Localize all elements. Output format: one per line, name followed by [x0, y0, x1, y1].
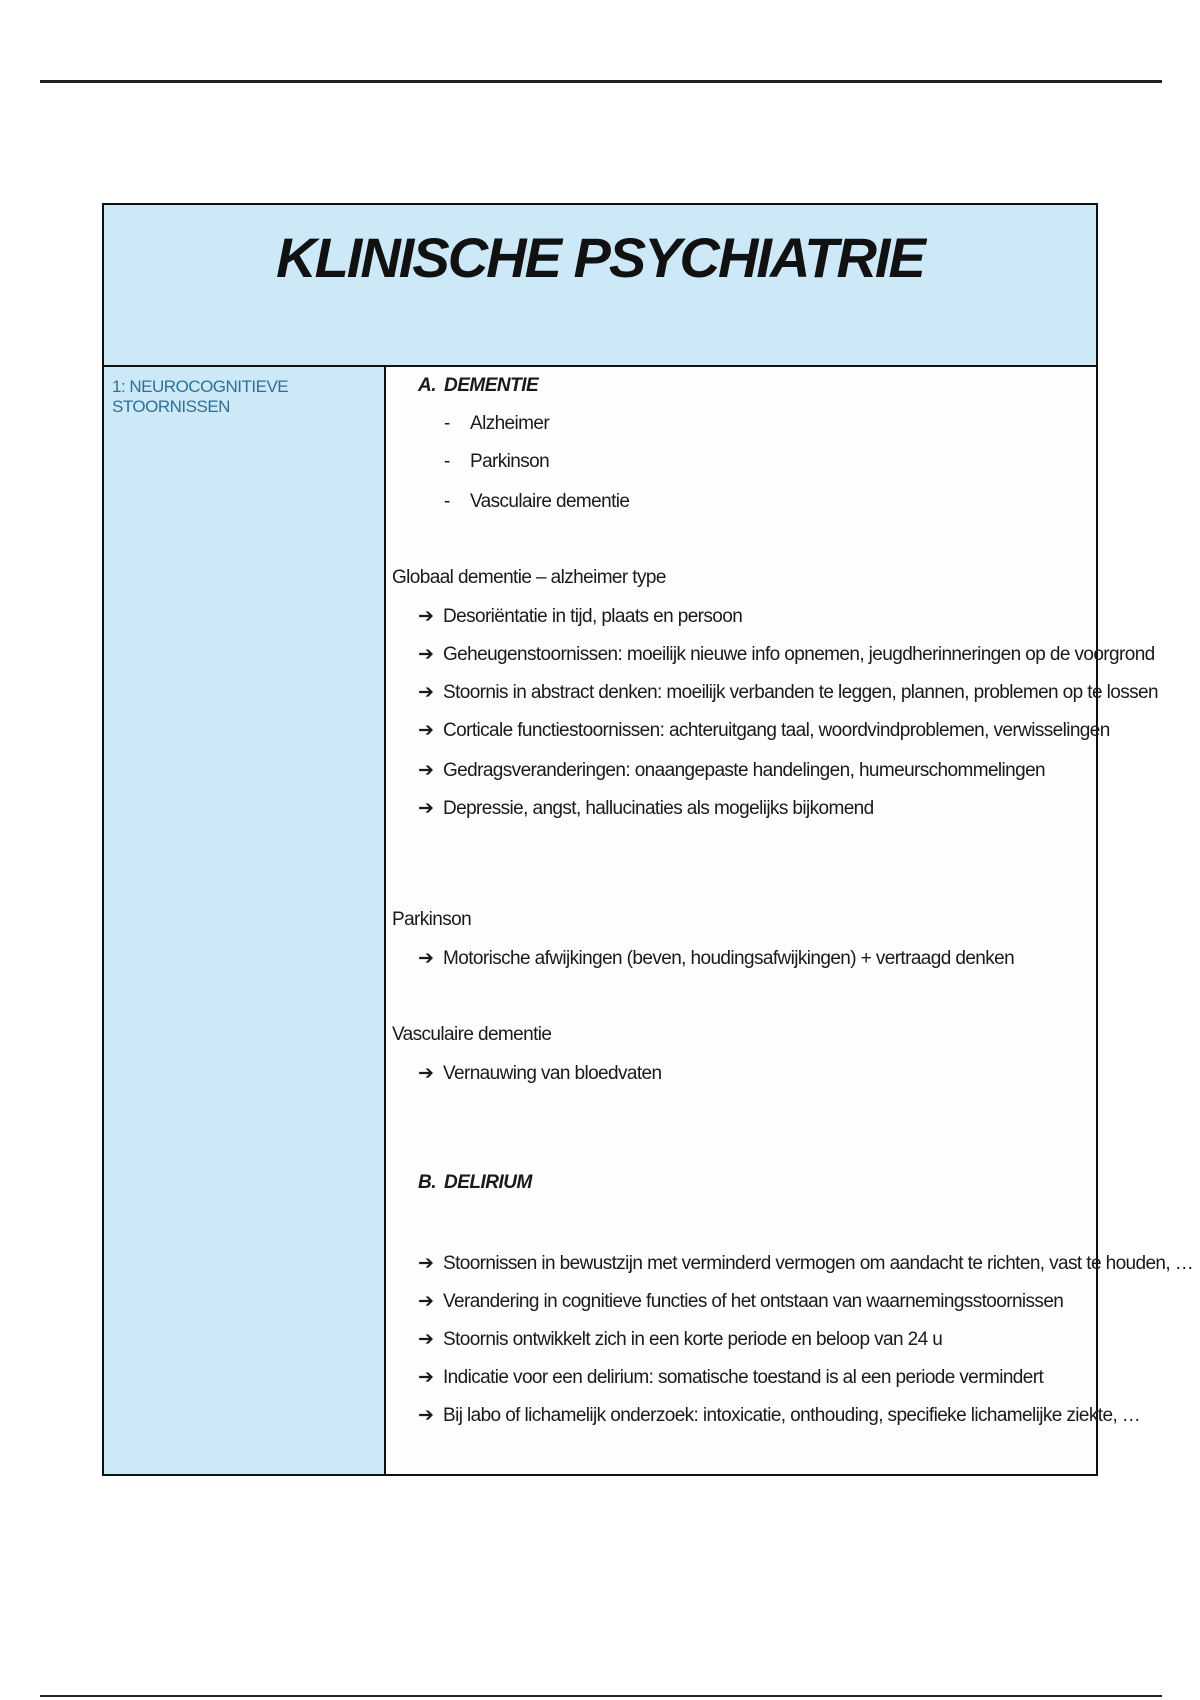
- list-item: - Parkinson: [444, 451, 550, 472]
- section-b-title: DELIRIUM: [444, 1172, 532, 1193]
- content-cell: [386, 367, 1194, 1474]
- arrow-right-icon: ➔: [418, 1063, 434, 1084]
- section-a-heading: [418, 375, 538, 397]
- alzheimer-heading: Globaal dementie – alzheimer type: [392, 567, 666, 588]
- arrow-right-icon: ➔: [418, 1253, 434, 1274]
- arrow-right-icon: ➔: [418, 644, 434, 665]
- arrow-right-icon: ➔: [418, 682, 434, 703]
- arrow-right-icon: ➔: [418, 606, 434, 627]
- arrow-right-icon: ➔: [418, 720, 434, 741]
- list-item: ➔ Stoornis in abstract denken: moeilijk verbanden te leggen, plannen, problemen op te lossen: [418, 682, 1158, 703]
- arrow-right-icon: ➔: [418, 760, 434, 781]
- parkinson-heading: Parkinson: [392, 909, 472, 930]
- list-item: ➔ Indicatie voor een delirium: somatische toestand is al een periode vermindert: [418, 1367, 1044, 1388]
- section-b-heading: [418, 1172, 532, 1194]
- arrow-right-icon: ➔: [418, 1291, 434, 1312]
- summary-table: [102, 203, 1194, 1476]
- page-title: KLINISCHE PSYCHIATRIE: [276, 226, 924, 289]
- dash-bullet: -: [444, 451, 450, 472]
- section-a-title: DEMENTIE: [444, 375, 539, 396]
- list-item: ➔ Desoriëntatie in tijd, plaats en persoon: [418, 606, 743, 627]
- header-rule: [40, 80, 1162, 83]
- list-item: - Vasculaire dementie: [444, 491, 630, 512]
- dash-bullet: -: [444, 491, 450, 512]
- list-item: ➔ Geheugenstoornissen: moeilijk nieuwe info opnemen, jeugdherinneringen op de voorgrond: [418, 644, 1155, 665]
- footer-rule: [40, 1695, 1162, 1697]
- list-item: ➔ Depressie, angst, hallucinaties als mogelijks bijkomend: [418, 798, 874, 819]
- list-item: ➔ Vernauwing van bloedvaten: [418, 1063, 662, 1084]
- arrow-right-icon: ➔: [418, 798, 434, 819]
- list-item: ➔ Bij labo of lichamelijk onderzoek: intoxicatie, onthouding, specifieke lichamelijke ziekte, …: [418, 1405, 1141, 1426]
- list-item: ➔ Stoornis ontwikkelt zich in een korte periode en beloop van 24 u: [418, 1329, 943, 1350]
- title-cell: [104, 205, 1096, 367]
- vasculair-heading: Vasculaire dementie: [392, 1024, 552, 1045]
- section-label-cell: [104, 367, 386, 1474]
- arrow-right-icon: ➔: [418, 1405, 434, 1426]
- section-a-letter: A.: [418, 375, 436, 396]
- list-item: ➔ Verandering in cognitieve functies of het ontstaan van waarnemingsstoornissen: [418, 1291, 1064, 1312]
- arrow-right-icon: ➔: [418, 1367, 434, 1388]
- section-label: 1: NEUROCOGNITIEVE STOORNISSEN: [112, 377, 289, 416]
- list-item: ➔ Corticale functiestoornissen: achteruitgang taal, woordvindproblemen, verwisselingen: [418, 720, 1110, 741]
- section-b-letter: B.: [418, 1172, 436, 1193]
- list-item: ➔ Stoornissen in bewustzijn met verminderd vermogen om aandacht te richten, vast te houden, …: [418, 1253, 1194, 1274]
- list-item: - Alzheimer: [444, 413, 550, 434]
- list-item: ➔ Motorische afwijkingen (beven, houdingsafwijkingen) + vertraagd denken: [418, 948, 1015, 969]
- dash-bullet: -: [444, 413, 450, 434]
- list-item: ➔ Gedragsveranderingen: onaangepaste handelingen, humeurschommelingen: [418, 760, 1046, 781]
- arrow-right-icon: ➔: [418, 1329, 434, 1350]
- arrow-right-icon: ➔: [418, 948, 434, 969]
